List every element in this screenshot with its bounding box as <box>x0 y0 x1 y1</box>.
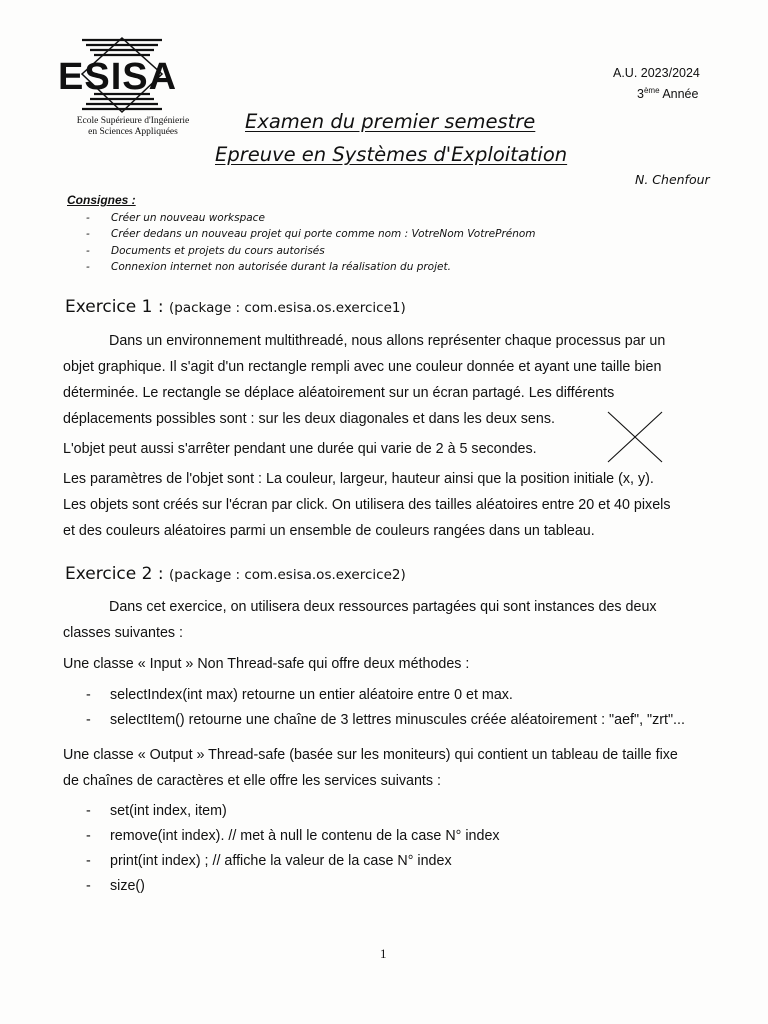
list-item: - size() <box>86 878 145 894</box>
output-methods-list <box>86 803 500 894</box>
list-item: - Créer un nouveau workspace <box>86 212 265 224</box>
diagonal-moves-figure <box>600 408 670 468</box>
logo-subtitle: Ecole Supérieure d'Ingénierie en Sciences Appliquées <box>76 116 190 137</box>
logo-text: ESISA <box>58 56 178 98</box>
academic-year: A.U. 2023/2024 <box>613 66 700 80</box>
exercise-2-intro: Dans cet exercice, on utilisera deux ressources partagées qui sont instances des deux classes suivantes : <box>63 599 657 641</box>
list-item: - Créer dedans un nouveau projet qui porte comme nom : VotreNom VotrePrénom <box>86 228 536 241</box>
author: N. Chenfour <box>635 172 710 187</box>
exercise-2-title: Exercice 2 : (package : com.esisa.os.exercice2) <box>65 564 406 584</box>
list-item: - Documents et projets du cours autorisés <box>86 244 325 257</box>
input-class-intro: Une classe « Input » Non Thread-safe qui offre deux méthodes : <box>63 656 470 672</box>
consignes-title: Consignes : <box>67 193 136 207</box>
exam-title: Examen du premier semestre <box>245 110 536 133</box>
list-item: - selectIndex(int max) retourne un entier aléatoire entre 0 et max. <box>86 687 513 703</box>
year-level: 3ème Année <box>637 86 699 102</box>
page-number: 1 <box>380 946 387 961</box>
list-item: - remove(int index). // met à null le contenu de la case N° index <box>86 828 500 844</box>
list-item: - selectItem() retourne une chaîne de 3 lettres minuscules créée aléatoirement : "aef", "zrt"... <box>86 712 685 728</box>
consignes-list <box>86 210 536 275</box>
list-item: - Connexion internet non autorisée durant la réalisation du projet. <box>86 260 451 273</box>
esisa-logo <box>58 36 198 116</box>
input-methods-list <box>86 687 685 728</box>
output-class-intro: Une classe « Output » Thread-safe (basée sur les moniteurs) qui contient un tableau de taille fixe de chaînes de caractères et elle offre les services suivants : <box>63 747 678 789</box>
exercise-1-title: Exercice 1 : (package : com.esisa.os.exercice1) <box>65 297 406 317</box>
exercise-1-text: Dans un environnement multithreadé, nous allons représenter chaque processus par un objet graphique. Il s'agit d'un rectangle rempli avec une couleur donnée et ayant une taille bien déterminée. Le rectangle se déplace aléatoirement sur un écran partagé. Les différents déplacements possibles sont : sur les deux diagonales et dans les deux sens. L'objet peut aussi s'arrêter pendant une durée qui varie de 2 à 5 secondes. Les paramètres de l'objet sont : La couleur, largeur, hauteur ainsi que la position initiale (x, y). Les objets sont créés sur l'écran par click. On utilisera des tailles aléatoires entre 20 et 40 pixels et des couleurs aléatoires parmi un ensemble de couleurs rangées dans un tableau. <box>63 333 671 539</box>
list-item: - print(int index) ; // affiche la valeur de la case N° index <box>86 853 452 869</box>
exam-subject: Epreuve en Systèmes d'Exploitation <box>215 143 568 166</box>
list-item: - set(int index, item) <box>86 803 227 819</box>
